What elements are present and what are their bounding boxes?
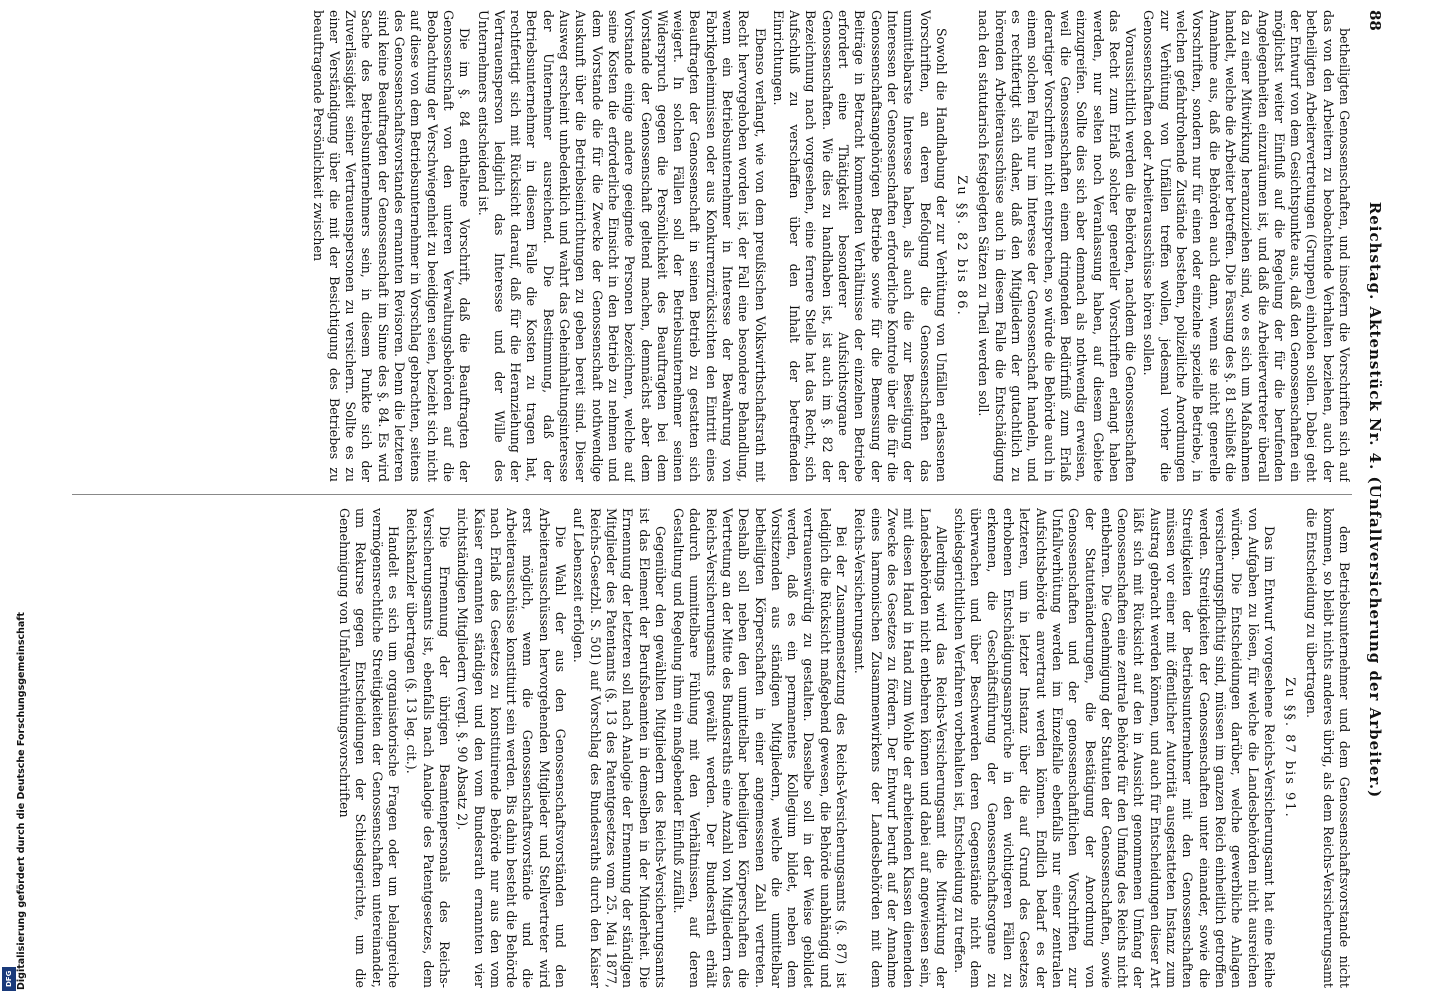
paragraph: Gegenüber den gewählten Mitgliedern des Reichs-Versicherungsamts ist das Element der Berufsbeamten in demselben in der Minderheit. Die Ernennung der letzteren soll nach Analogie der Ernennung der ständigen Mitglieder des Patentamts (§. 13 des Patentgesetzes vom 25. Mai 1877, Reichs-Gesetzbl. S. 501) auf Vorschlag des Bundesraths durch den Kaiser auf Lebenszeit erfolgen.	[571, 508, 668, 988]
page-number: 88	[1366, 10, 1384, 31]
page-header	[1358, 10, 1384, 990]
paragraph: Voraussichtlich werden die Behörden, nachdem die Genossenschaften das Recht zum Erlaß solcher genereller Vorschriften erlangt haben werden, nur selten noch Veranlassung haben, auf diesem Gebiete einzugreifen. Sollte dies sich aber demnach als nothwendig erweisen, weil die Genossenschaften einem dringenden Bedürfniß zum Erlaß derartiger Vorschriften nicht entsprechen, so würde die Behörde auch in einem solchen Falle nur im Interesse der Genossenschaft handeln, und es rechtfertigt sich daher, daß den Mitgliedern der gutachtlich zu hörenden Arbeiterausschüsse auch in diesem Falle die Entschädigung nach den statutarisch festgelegten Sätzen zu Theil werden soll.	[976, 10, 1139, 482]
paragraph: dem Betriebsunternehmer und dem Genossenschaftsvorstande nicht kommen, so bleibt nichts anderes übrig, als dem Reichs-Versicherungsamt die Entscheidung zu übertragen.	[1304, 508, 1352, 988]
paragraph: Bei der Zusammensetzung des Reichs-Versicherungsamts (§. 87) ist lediglich die Rücksicht maßgebend gewesen, die Behörde unabhängig und vertrauenswürdig zu gestalten. Dasselbe soll in der Weise gebildet werden, daß es ein permanentes Kollegium bildet, neben dem Vorsitzenden aus ständigen Mitgliedern, welche die unmittelbar betheiligten Körperschaften in einer angemessenen Zahl vertreten. Deshalb soll neben den unmittelbar betheiligten Körperschaften die Vertretung an der Mitte des Bundesraths eine Anzahl von Mitgliedern des Reichs-Versicherungsamts gewählt werden. Der Bundesrath erhält dadurch unmittelbare Fühlung mit den Verhältnissen, auf deren Gestaltung und Regelung ihm ein maßgebender Einfluß zufällt.	[671, 508, 850, 988]
paragraph: betheiligten Genossenschaften, und insofern die Vorschriften sich auf das von den Arbeitern zu beobachtende Verhalten beziehen, auch der betheiligten Arbeitervertretungen (Gruppen) einholen sollen. Dabei geht der Entwurf von dem Gesichtspunkte aus, daß den Genossenschaften ein möglichst weiter Einfluß auf die Regelung der für die berufenden Angelegenheiten einzuräumen ist, und daß die Arbeitervertreter überall da zu einer Mitwirkung heranzuziehen sind, wo es sich um Maßnahmen handelt, welche die Arbeiter betreffen. Die Fassung des §. 81 schließt die Annahme aus, daß die Behörden auch dann, wenn sie nicht generelle Vorschriften, sondern nur für einen oder einzelne spezielle Betriebe, in welchen gefahrdrohende Zustände bestehen, polizeiliche Anordnungen zur Verhütung von Unfällen treffen wollen, jedesmal vorher die Genossenschaften oder Arbeiterausschüsse hören sollen.	[1141, 10, 1352, 482]
scanned-page	[52, 0, 1392, 1000]
left-column	[62, 10, 1352, 482]
header-title: Reichstag. Aktenstück Nr. 4. (Unfallversicherung der Arbeiter.)	[1366, 201, 1384, 799]
paragraph: Sowohl die Handhabung der zur Verhütung von Unfällen erlassenen Vorschriften, an deren Befolgung die Genossenschaften das unmittelbarste Interesse haben, als auch die zur Beseitigung der Interessen der Genossenschaften erforderliche Kontrole über die für die Genossenschaftsangehörigen Betriebe sowie für die Bemessung der Beiträge in Betracht kommenden Verhältnisse der einzelnen Betriebe erfordert eine Thätigkeit besonderer Aufsichtsorgane der Genossenschaften. Wie dies zu handhaben ist, ist auch im §. 82 der Bezeichnung nach vorgesehen, eine fernere Stelle hat das Recht, sich Aufschluß zu verschaffen über den Inhalt der betreffenden Einrichtungen.	[770, 10, 949, 482]
paragraph: Das im Entwurf vorgesehene Reichs-Versicherungsamt hat eine Reihe von Aufgaben zu lösen, für welche die Landesbehörden nicht ausreichen würden. Die Entscheidungen darüber, welche gewerbliche Anlagen versicherungspflichtig sind, müssen im ganzen Reich einheitlich getroffen werden. Streitigkeiten der Genossenschaften unter einander, sowie die Streitigkeiten der Betriebsunternehmer mit den Genossenschaften müssen vor einer mit öffentlicher Autorität ausgestatteten Instanz zum Austrag gebracht werden können, und auch für Entscheidungen dieser Art läßt sich mit Rücksicht auf den in Aussicht genommenen Umfang der Genossenschaften eine zentrale Behörde für den Umfang des Reichs nicht entbehren. Die Genehmigung der Statuten der Genossenschaften, sowie der Statutenänderungen, die Bestätigung der Anordnung von Genossenschaften und der genossenschaftlichen Vorschriften zur Unfallverhütung werden im Einzelfalle ebenfalls nur einer zentralen Aufsichtsbehörde anvertraut werden können. Endlich bedarf es der letzteren, um in letzter Instanz über die auf Grund des Gesetzes erhobenen Entschädigungsansprüche in den wichtigeren Fällen zu erkennen, die Geschäftsführung der Genossenschaftsorgane zu überwachen und über Beschwerden deren Gegenstände nicht dem schiedsgerichtlichen Verfahren vorbehalten ist, Entscheidung zu treffen.	[952, 508, 1277, 988]
paragraph: Allerdings wird das Reichs-Versicherungsamt die Mitwirkung der Landesbehörden nicht entbehren können und dabei auf angewiesen sein, mit diesen Hand in Hand zum Wohle der arbeitenden Klassen dienenden Zwecke des Gesetzes zu fördern. Der Entwurf beruft auf der Annahme eines harmonischen Zusammenwirkens der Landesbehörden mit dem Reichs-Versicherungsamt.	[852, 508, 949, 988]
dfg-logo: DFG	[2, 967, 16, 991]
paragraph: Ebenso verlangt, wie von dem preußischen Volkswirthschaftsrath mit Recht hervorgehoben worden ist, der Fall eine besondere Behandlung, wenn ein Betriebsunternehmer in Interesse der Bewahrung von Fabrikgeheimnissen oder aus Konkurrenzrücksichten den Eintritt eines Beauftragten der Genossenschaft in seinen Betrieb zu gestatten sich weigert. In solchen Fällen soll der Betriebsunternehmer seinen Widerspruch gegen die Persönlichkeit des Beauftragten bei dem Vorstande der Genossenschaft geltend machen, demnächst aber dem Vorstande einige andere geeignete Personen bezeichnen, welche auf seine Kosten die erforderliche Einsicht in den Betrieb zu nehmen und dem Vorstande die für die Zwecke der Genossenschaft nothwendige Auskunft über die Betriebseinrichtungen zu geben bereit sind. Dieser Ausweg erscheint unbedenklich und wahrt das Geheimhaltungsinteresse der Unternehmer ausreichend. Die Bestimmung, daß der Betriebsunternehmer in diesem Falle die Kosten zu tragen hat, rechtfertigt sich mit Rücksicht darauf, daß für die Heranziehung der Vertrauensperson lediglich das Interesse und der Wille des Unternehmers entscheidend ist.	[475, 10, 768, 482]
footer-strip	[0, 0, 27, 1000]
right-column	[62, 508, 1352, 988]
paragraph: Handelt es sich um organisatorische Fragen oder um belangreiche vermögensrechtliche Streitigkeiten der Genossenschaften untereinander, um Rekurse gegen Entscheidungen der Schiedsgerichte, um die Genehmigung von Unfallverhütungsvorschriften	[337, 508, 402, 988]
paragraph: Die Ernennung der übrigen Beamtenpersonals des Reichs-Versicherungsamts ist, ebenfalls nach Analogie des Patentgesetzes, dem Reichskanzler übertragen (§. 13 leg. cit.).	[404, 508, 452, 988]
section-heading: Zu §§. 87 bis 91.	[1282, 677, 1298, 819]
paragraph: Die im §. 84 enthaltene Vorschrift, daß die Beauftragten der Genossenschaft von den unteren Verwaltungsbehörden auf die Beobachtung der Verschwiegenheit zu beeidigen seien, bezieht sich nicht auf diese von dem Betriebsunternehmer in Vorschlag gebrachten, seitens des Genossenschaftsvorstandes ernannten Revisoren. Denn die letzteren sind keine Beauftragten der Genossenschaft im Sinne des §. 84. Es wird Sache des Betriebsunternehmers sein, in diesem Punkte sich der Zuverlässigkeit seiner Vertrauenspersonen zu versichern. Sollte es zu einer Verständigung über die mit der Besichtigung des Betriebes zu beauftragende Persönlichkeit zwischen	[310, 10, 473, 482]
section-heading: Zu §§. 82 bis 86.	[954, 175, 970, 317]
digitization-credit: Digitalisierung gefördert durch die Deutsche Forschungsgemeinschaft	[16, 612, 27, 990]
paragraph: Die Wahl der aus den Genossenschaftsvorständen und den Arbeiterausschüssen hervorgehenden Mitglieder und Stellvertreter wird erst möglich, wenn die Genossenschaftsvorstände und die Arbeiterausschüsse konstituirt sein werden. Bis dahin besteht die Behörde nach Erlaß des Gesetzes zu konstituirende Behörde nur aus den vom Kaiser ernannten ständigen und den vom Bundesrath ernannten vier nichtständigen Mitgliedern (vergl. §. 90 Absatz 2).	[455, 508, 569, 988]
column-divider	[72, 494, 1352, 495]
